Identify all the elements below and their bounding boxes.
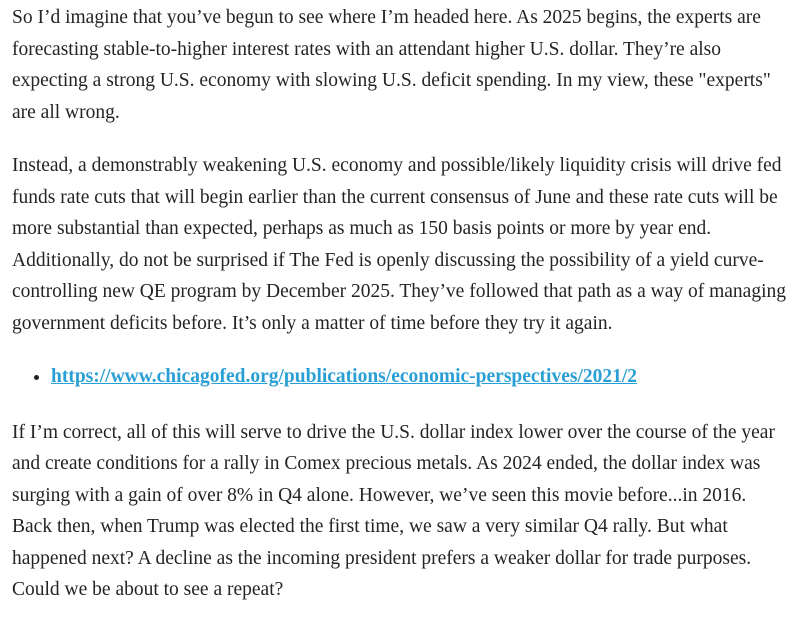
paragraph-dollar-index: If I’m correct, all of this will serve to drive the U.S. dollar index lower over the course of the year and create conditions for a rally in Comex precious metals. As 2024 ended, the dollar index was surging with a gain of over 8% in Q4 alone. However, we’ve seen this movie before...in 2016. Back then, when Trump was elected the first time, we saw a very similar Q4 rally. But what happened next? A decline as the incoming president prefers a weaker dollar for trade purposes. Could we be about to see a repeat? bbox=[12, 421, 775, 600]
list-item bbox=[51, 361, 790, 393]
chicagofed-link[interactable]: https://www.chicagofed.org/publications/economic-perspectives/2021/2 bbox=[51, 366, 638, 387]
link-list bbox=[12, 361, 790, 393]
paragraph-rate-cuts: Instead, a demonstrably weakening U.S. economy and possible/likely liquidity crisis will drive fed funds rate cuts that will begin earlier than the current consensus of June and these rate cuts will be more substantial than expected, perhaps as much as 150 basis points or more by year end. Additionally, do not be surprised if The Fed is openly discussing the possibility of a yield curve-controlling new QE program by December 2025. They’ve followed that path as a way of managing government deficits before. It’s only a matter of time before they try it again. bbox=[12, 155, 786, 334]
paragraph-experts-wrong: So I’d imagine that you’ve begun to see where I’m headed here. As 2025 begins, the experts are forecasting stable-to-higher interest rates with an attendant higher U.S. dollar. They’re also expecting a strong U.S. economy with slowing U.S. deficit spending. In my view, these "experts" are all wrong. bbox=[12, 7, 771, 123]
